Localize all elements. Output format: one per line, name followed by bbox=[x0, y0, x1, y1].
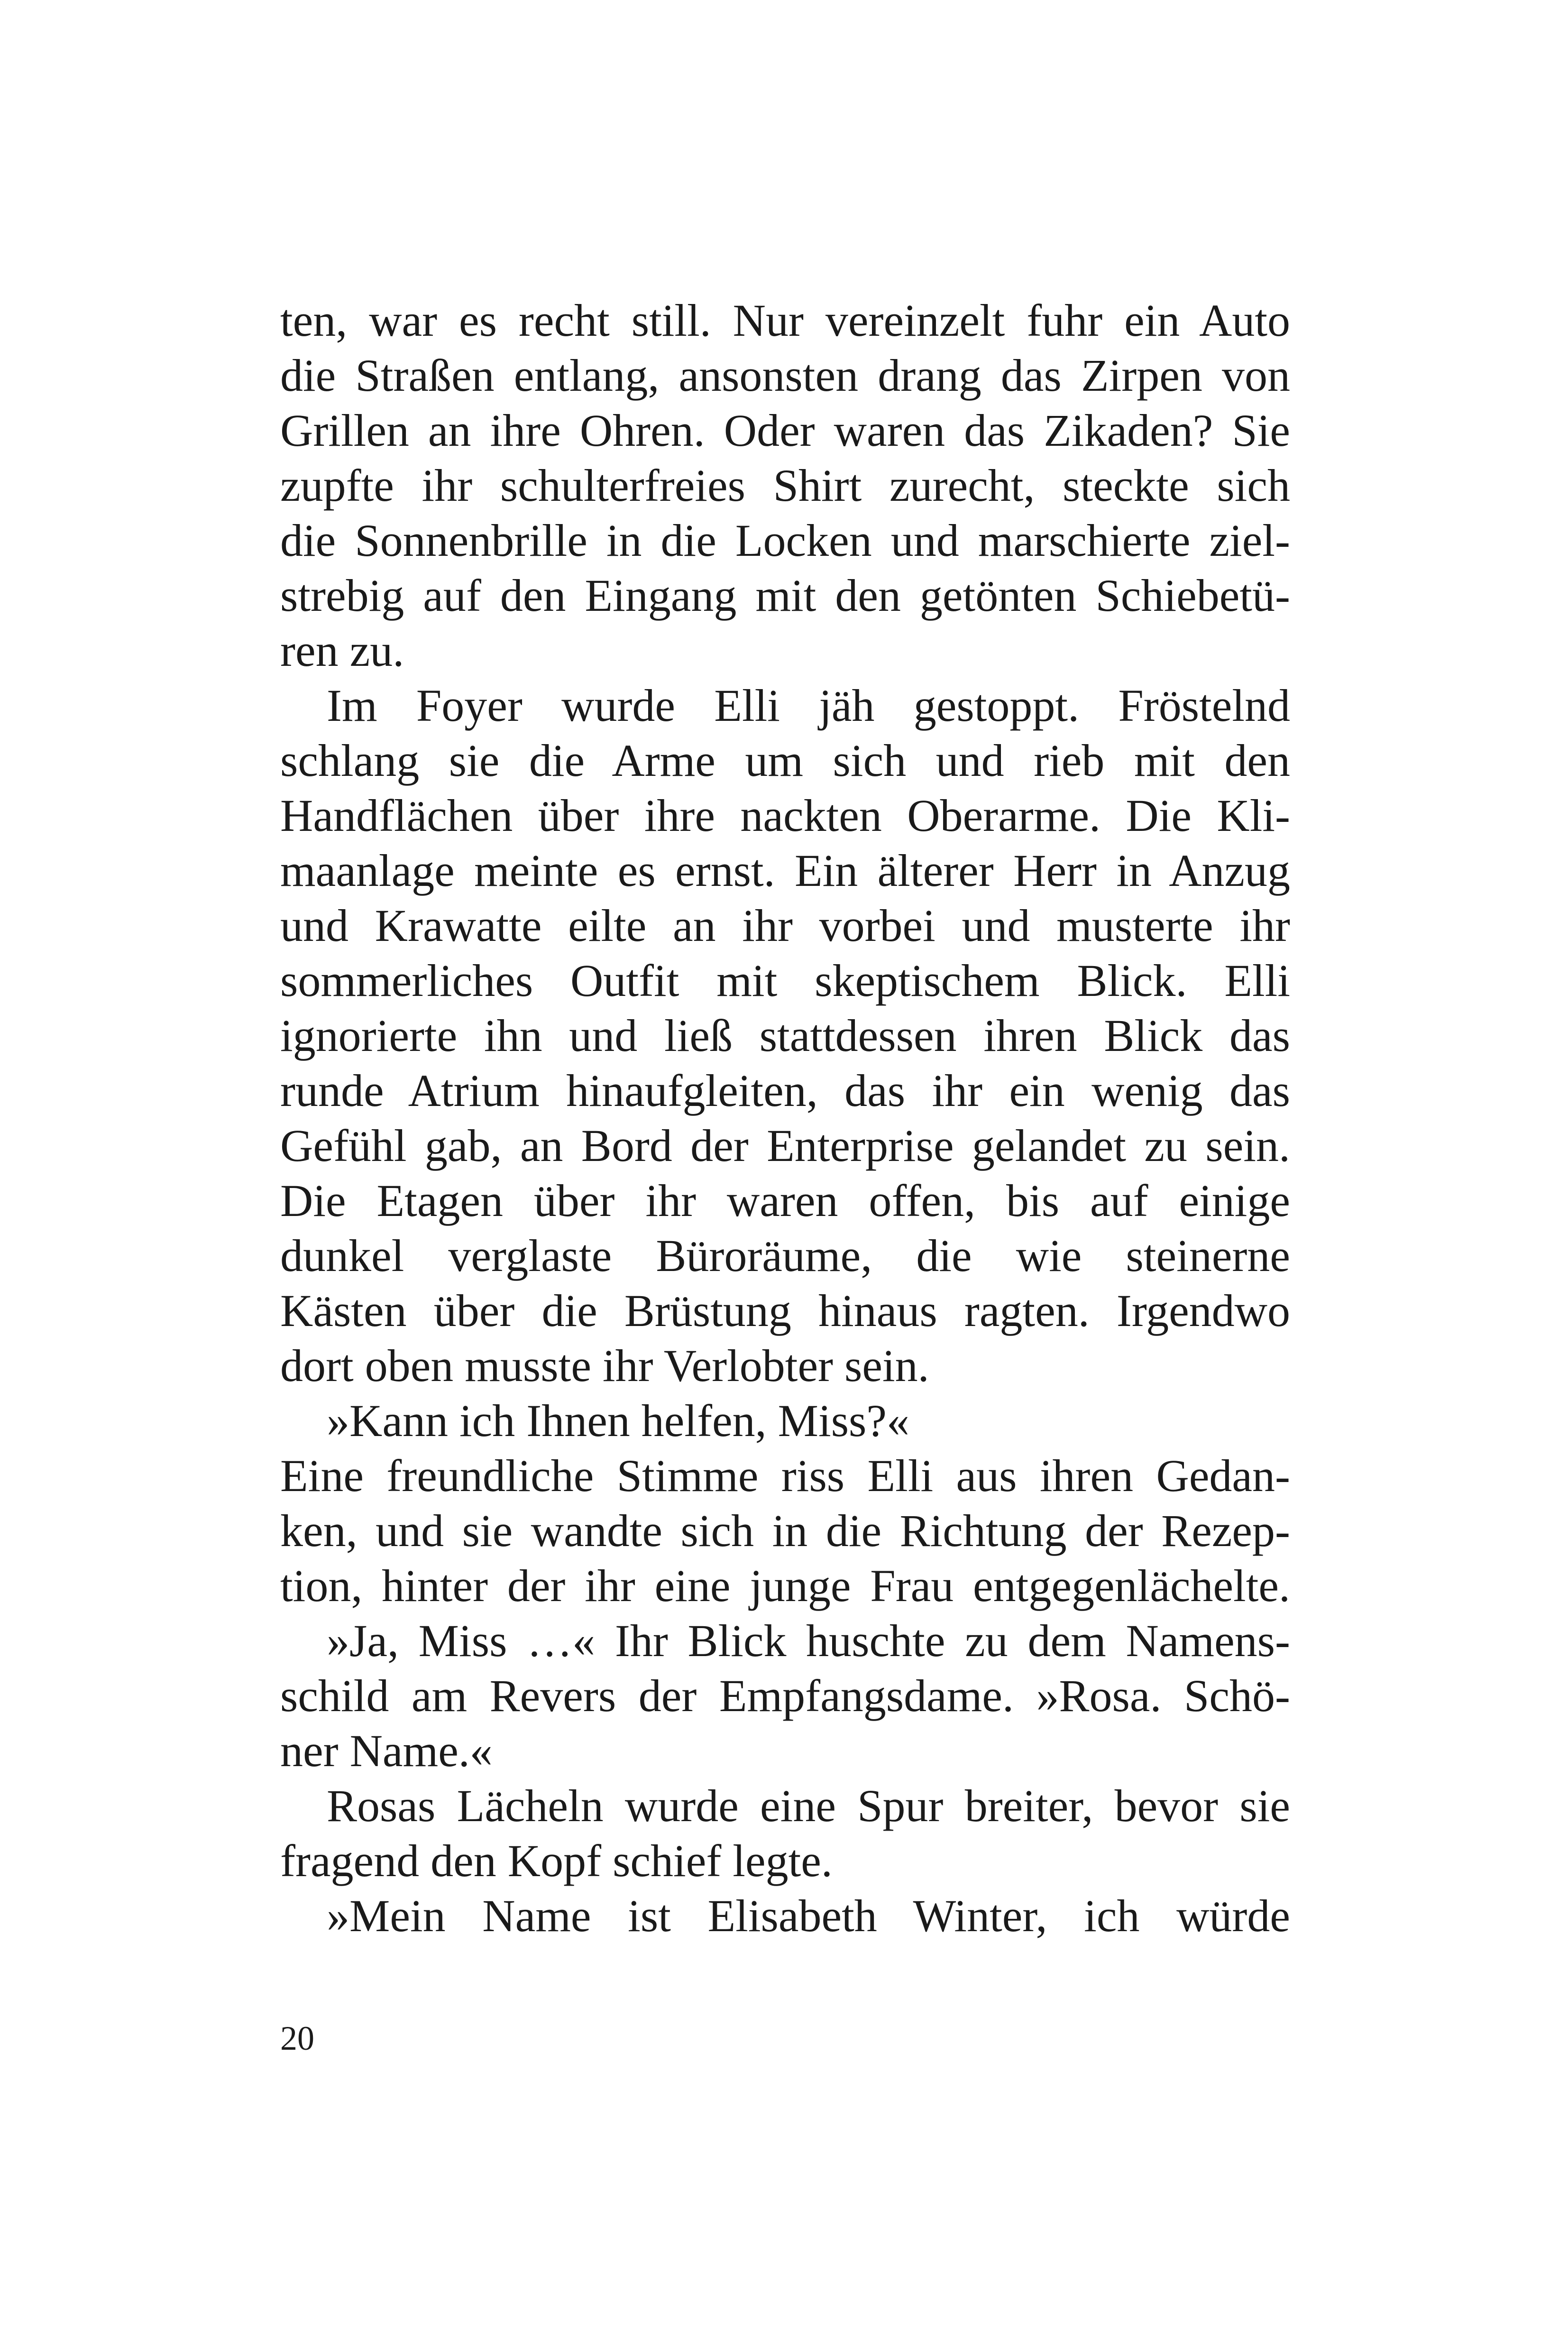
text-line: »Ja, Miss …« Ihr Blick huschte zu dem Namens- bbox=[327, 1615, 1290, 1666]
text-line: Eine freundliche Stimme riss Elli aus ihren Gedan- bbox=[280, 1450, 1290, 1501]
text-line: maanlage meinte es ernst. Ein älterer Herr in Anzug bbox=[280, 845, 1290, 896]
text-line: schild am Revers der Empfangsdame. »Rosa. Schö- bbox=[280, 1670, 1290, 1721]
text-line: ren zu. bbox=[280, 625, 404, 676]
text-line: Rosas Lächeln wurde eine Spur breiter, bevor sie bbox=[327, 1780, 1290, 1831]
text-line: dort oben musste ihr Verlobter sein. bbox=[280, 1340, 929, 1391]
text-line: dunkel verglaste Büroräume, die wie steinerne bbox=[280, 1230, 1290, 1281]
text-line: zupfte ihr schulterfreies Shirt zurecht, steckte sich bbox=[280, 460, 1290, 511]
text-line: Gefühl gab, an Bord der Enterprise gelandet zu sein. bbox=[280, 1120, 1290, 1171]
text-line: und Krawatte eilte an ihr vorbei und musterte ihr bbox=[280, 900, 1290, 951]
text-line: »Kann ich Ihnen helfen, Miss?« bbox=[327, 1395, 910, 1446]
text-line: Kästen über die Brüstung hinaus ragten. Irgendwo bbox=[280, 1285, 1290, 1336]
text-line: ner Name.« bbox=[280, 1725, 493, 1776]
text-line: sommerliches Outfit mit skeptischem Blick. Elli bbox=[280, 955, 1290, 1006]
text-line: Die Etagen über ihr waren offen, bis auf einige bbox=[280, 1175, 1290, 1226]
text-line: Im Foyer wurde Elli jäh gestoppt. Fröstelnd bbox=[327, 680, 1290, 731]
text-line: runde Atrium hinaufgleiten, das ihr ein wenig das bbox=[280, 1065, 1290, 1116]
text-line: die Straßen entlang, ansonsten drang das Zirpen von bbox=[280, 350, 1290, 401]
text-line: tion, hinter der ihr eine junge Frau entgegenlächelte. bbox=[280, 1560, 1290, 1611]
text-line: fragend den Kopf schief legte. bbox=[280, 1835, 833, 1886]
text-line: Grillen an ihre Ohren. Oder waren das Zikaden? Sie bbox=[280, 405, 1290, 456]
text-line: »Mein Name ist Elisabeth Winter, ich würde bbox=[327, 1890, 1290, 1941]
body-text bbox=[280, 293, 1290, 1943]
text-line: strebig auf den Eingang mit den getönten Schiebetü- bbox=[280, 570, 1290, 621]
page-number: 20 bbox=[280, 2019, 314, 2057]
text-line: Handflächen über ihre nackten Oberarme. Die Kli- bbox=[280, 790, 1290, 841]
text-line: ignorierte ihn und ließ stattdessen ihren Blick das bbox=[280, 1010, 1290, 1061]
text-line: ten, war es recht still. Nur vereinzelt fuhr ein Auto bbox=[280, 295, 1290, 346]
text-line: schlang sie die Arme um sich und rieb mit den bbox=[280, 735, 1290, 786]
text-line: die Sonnenbrille in die Locken und marschierte ziel- bbox=[280, 515, 1290, 566]
text-line: ken, und sie wandte sich in die Richtung der Rezep- bbox=[280, 1505, 1290, 1556]
